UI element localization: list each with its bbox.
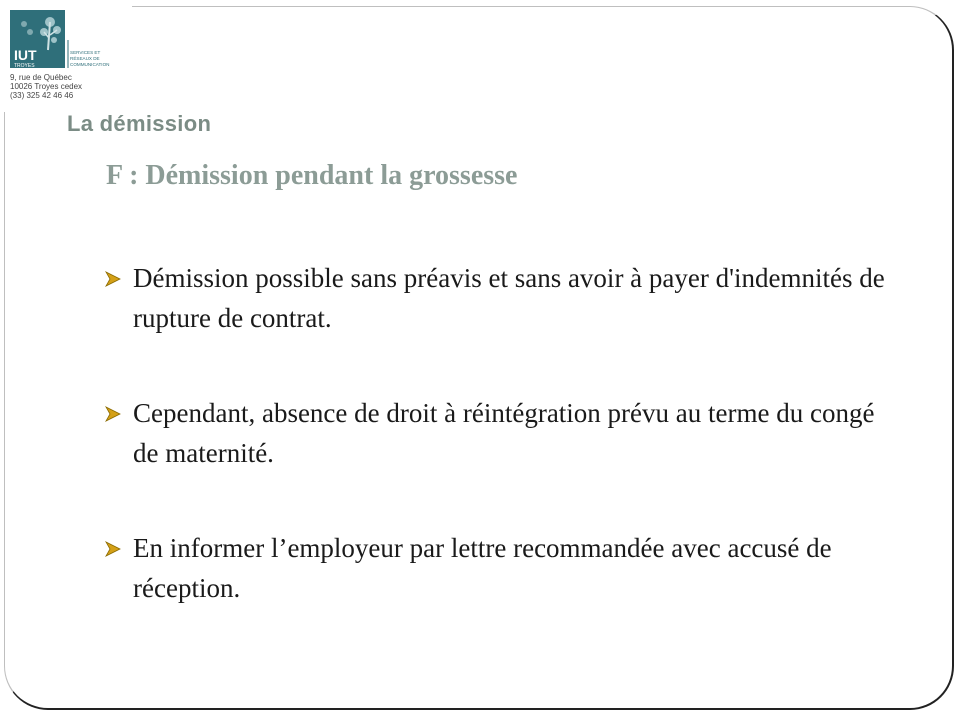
bullet-item	[104, 258, 904, 338]
iut-troyes-logo-icon	[10, 10, 120, 70]
section-title: La démission	[67, 111, 212, 136]
arrow-bullet-icon	[104, 405, 122, 423]
iut-logo	[0, 0, 132, 112]
address-line: (33) 325 42 46 46	[10, 91, 74, 100]
slide-subtitle: F : Démission pendant la grossesse	[106, 160, 518, 191]
arrow-bullet-icon	[104, 540, 122, 558]
bullet-item	[104, 393, 904, 473]
logo-iut-text: IUT	[14, 47, 37, 63]
svg-text:RÉSEAUX DE: RÉSEAUX DE	[70, 56, 100, 61]
arrow-bullet-icon	[104, 270, 122, 288]
bullet-text: En informer l’employeur par lettre recommandée avec accusé de réception.	[133, 533, 832, 603]
svg-text:COMMUNICATION: COMMUNICATION	[70, 62, 110, 67]
address-line: 9, rue de Québec	[10, 73, 72, 82]
logo-address	[10, 73, 82, 100]
address-line: 10026 Troyes cedex	[10, 82, 83, 91]
bullet-text: Cependant, absence de droit à réintégration prévu au terme du congé de maternité.	[133, 398, 875, 468]
bullet-list	[104, 258, 904, 663]
svg-text:SERVICES ET: SERVICES ET	[70, 50, 101, 55]
logo-troyes-text: TROYES	[14, 63, 35, 69]
bullet-text: Démission possible sans préavis et sans avoir à payer d'indemnités de rupture de contrat.	[133, 263, 885, 333]
bullet-item	[104, 528, 904, 608]
